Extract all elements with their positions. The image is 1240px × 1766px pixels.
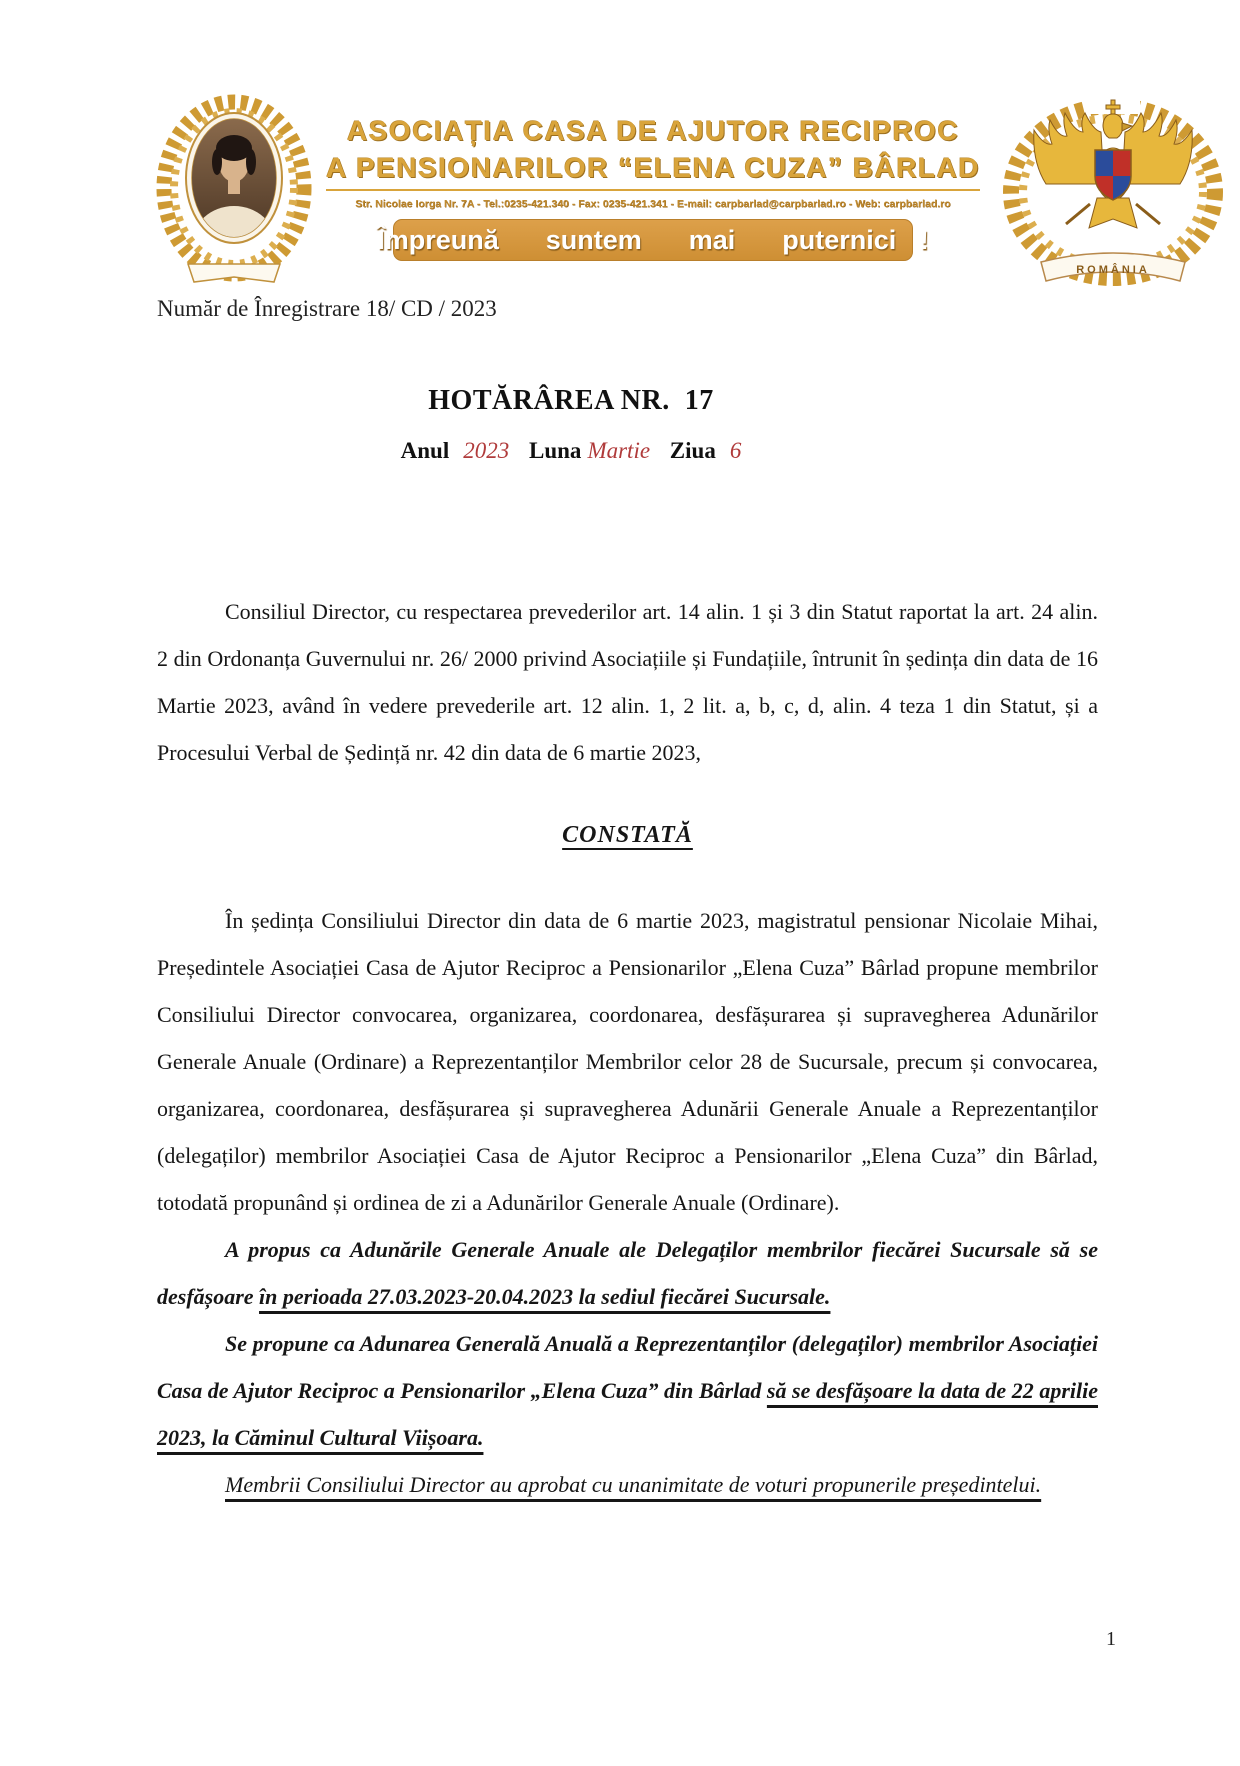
org-name-line2: A PENSIONARILOR “ELENA CUZA” BÂRLAD xyxy=(326,149,980,191)
paragraph-approval xyxy=(157,1461,1098,1508)
page-number: 1 xyxy=(1106,1628,1116,1650)
day-value: 6 xyxy=(729,438,742,463)
coat-of-arms-emblem xyxy=(986,92,1240,297)
paragraph-sucursale-dates xyxy=(157,1226,1098,1320)
paragraph-underlined-text: să se desfășoare la data de 22 aprilie 2023, la Căminul Cultural Viișoara. xyxy=(157,1378,1098,1450)
motto-banner xyxy=(377,219,929,261)
constata-heading xyxy=(157,812,1098,859)
elena-cuza-portrait-icon xyxy=(150,92,318,292)
motto-text: Împreună suntem mai puternici ! xyxy=(377,224,929,255)
letterhead-center xyxy=(320,92,986,261)
document-date-line xyxy=(157,438,985,464)
month-label: Luna xyxy=(529,438,582,463)
paragraph-lead-text: A propus ca Adunările Generale Anuale ale Delegaților membrilor fiecărei Sucursale să se desfășoare xyxy=(157,1237,1098,1309)
paragraph-adunare-generala xyxy=(157,1320,1098,1461)
org-name-line1: ASOCIAȚIA CASA DE AJUTOR RECIPROC xyxy=(346,115,960,146)
registration-number: Număr de Înregistrare 18/ CD / 2023 xyxy=(157,296,497,321)
paragraph-underlined-text: în perioada 27.03.2023-20.04.2023 la sediul fiecărei Sucursale. xyxy=(259,1284,831,1309)
romania-coat-of-arms-icon xyxy=(986,92,1240,292)
portrait-emblem xyxy=(150,92,320,297)
paragraph-lead-text: Se propune ca Adunarea Generală Anuală a Reprezentanților (delegaților) membrilor Asociației Casa de Ajutor Reciproc a Pensionarilor „Elena Cuza” din Bârlad xyxy=(157,1331,1098,1403)
document-title: HOTĂRÂREA NR. 17 xyxy=(428,385,714,416)
day-label: Ziua xyxy=(669,438,716,463)
constata-text: CONSTATĂ xyxy=(562,822,693,848)
contact-line: Str. Nicolae Iorga Nr. 7A - Tel.:0235-421.340 - Fax: 0235-421.341 - E-mail: carpbarlad@carpbarlad.ro - Web: carpbarlad.ro xyxy=(355,198,951,210)
letterhead xyxy=(150,92,1150,297)
month-value: Martie xyxy=(587,438,651,463)
paragraph-proposal-overview: În ședința Consiliului Director din data de 6 martie 2023, magistratul pensionar Nicolaie Mihai, Președintele Asociației Casa de Ajutor Reciproc a Pensionarilor „Elena Cuza” Bârlad propune membrilor Consiliului Director convocarea, organizarea, coordonarea, desfășurarea și supravegherea Adunărilor Generale Anuale (Ordinare) a Reprezentanților Membrilor celor 28 de Sucursale, precum și convocarea, organizarea, coordonarea, desfășurarea și supravegherea Adunării Generale Anuale a Reprezentanților (delegaților) membrilor Asociației Casa de Ajutor Reciproc a Pensionarilor „Elena Cuza” din Bârlad, totodată propunând și ordinea de zi a Adunărilor Generale Anuale (Ordinare). xyxy=(157,908,1098,1215)
year-label: Anul xyxy=(400,438,450,463)
year-value: 2023 xyxy=(463,438,510,463)
paragraph-underlined-text: Membrii Consiliului Director au aprobat cu unanimitate de voturi propunerile președintelui. xyxy=(225,1472,1042,1497)
paragraph-preamble: Consiliul Director, cu respectarea prevederilor art. 14 alin. 1 și 3 din Statut raportat la art. 24 alin. 2 din Ordonanța Guvernului nr. 26/ 2000 privind Asociațiile și Fundațiile, întrunit în ședința din data de 16 Martie 2023, având în vedere prevederile art. 12 alin. 1, 2 lit. a, b, c, d, alin. 4 teza 1 din Statut, și a Procesului Verbal de Ședință nr. 42 din data de 6 martie 2023, xyxy=(157,599,1098,765)
romania-ribbon-label: ROMÂNIA xyxy=(1076,264,1150,276)
document-content xyxy=(157,588,1098,1508)
